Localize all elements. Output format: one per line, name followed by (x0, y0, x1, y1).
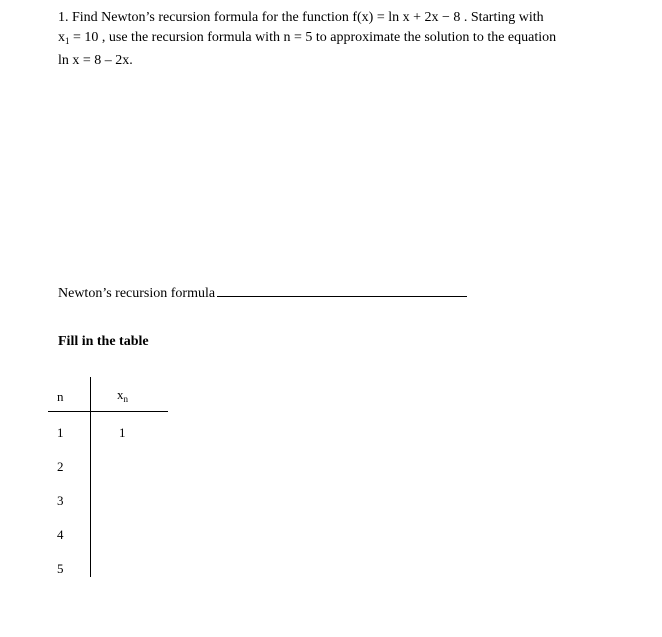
column-header-xn (117, 387, 128, 407)
table-heading: Fill in the table (58, 334, 149, 349)
recursion-formula-row (58, 284, 467, 303)
problem-line-3: ln x = 8 – 2x. (58, 53, 133, 68)
table-row-5-n: 5 (57, 561, 64, 576)
problem-line-2-text: = 10 , use the recursion formula with n = 5 to approximate the solution to the equation (69, 30, 557, 45)
column-header-x: x (117, 387, 124, 402)
recursion-formula-answer-blank[interactable] (217, 284, 467, 297)
table-row-3-n: 3 (57, 493, 64, 508)
table-row-2-n: 2 (57, 459, 64, 474)
table-row-1-n: 1 (57, 425, 64, 440)
table-horizontal-rule (48, 411, 168, 412)
problem-line-1: 1. Find Newton’s recursion formula for the function f(x) = ln x + 2x − 8 . Starting with (58, 10, 544, 25)
column-header-x-subscript: n (123, 394, 128, 404)
initial-value-subscript: 1 (65, 36, 70, 46)
column-header-n: n (57, 389, 64, 404)
initial-value-variable: x (58, 30, 65, 45)
problem-line-2 (58, 28, 618, 51)
recursion-formula-label: Newton’s recursion formula (58, 286, 216, 301)
table-vertical-rule (90, 377, 91, 577)
problem-statement (58, 8, 618, 71)
table-row-4-n: 4 (57, 527, 64, 542)
table-row-1-x[interactable]: 1 (119, 425, 126, 440)
